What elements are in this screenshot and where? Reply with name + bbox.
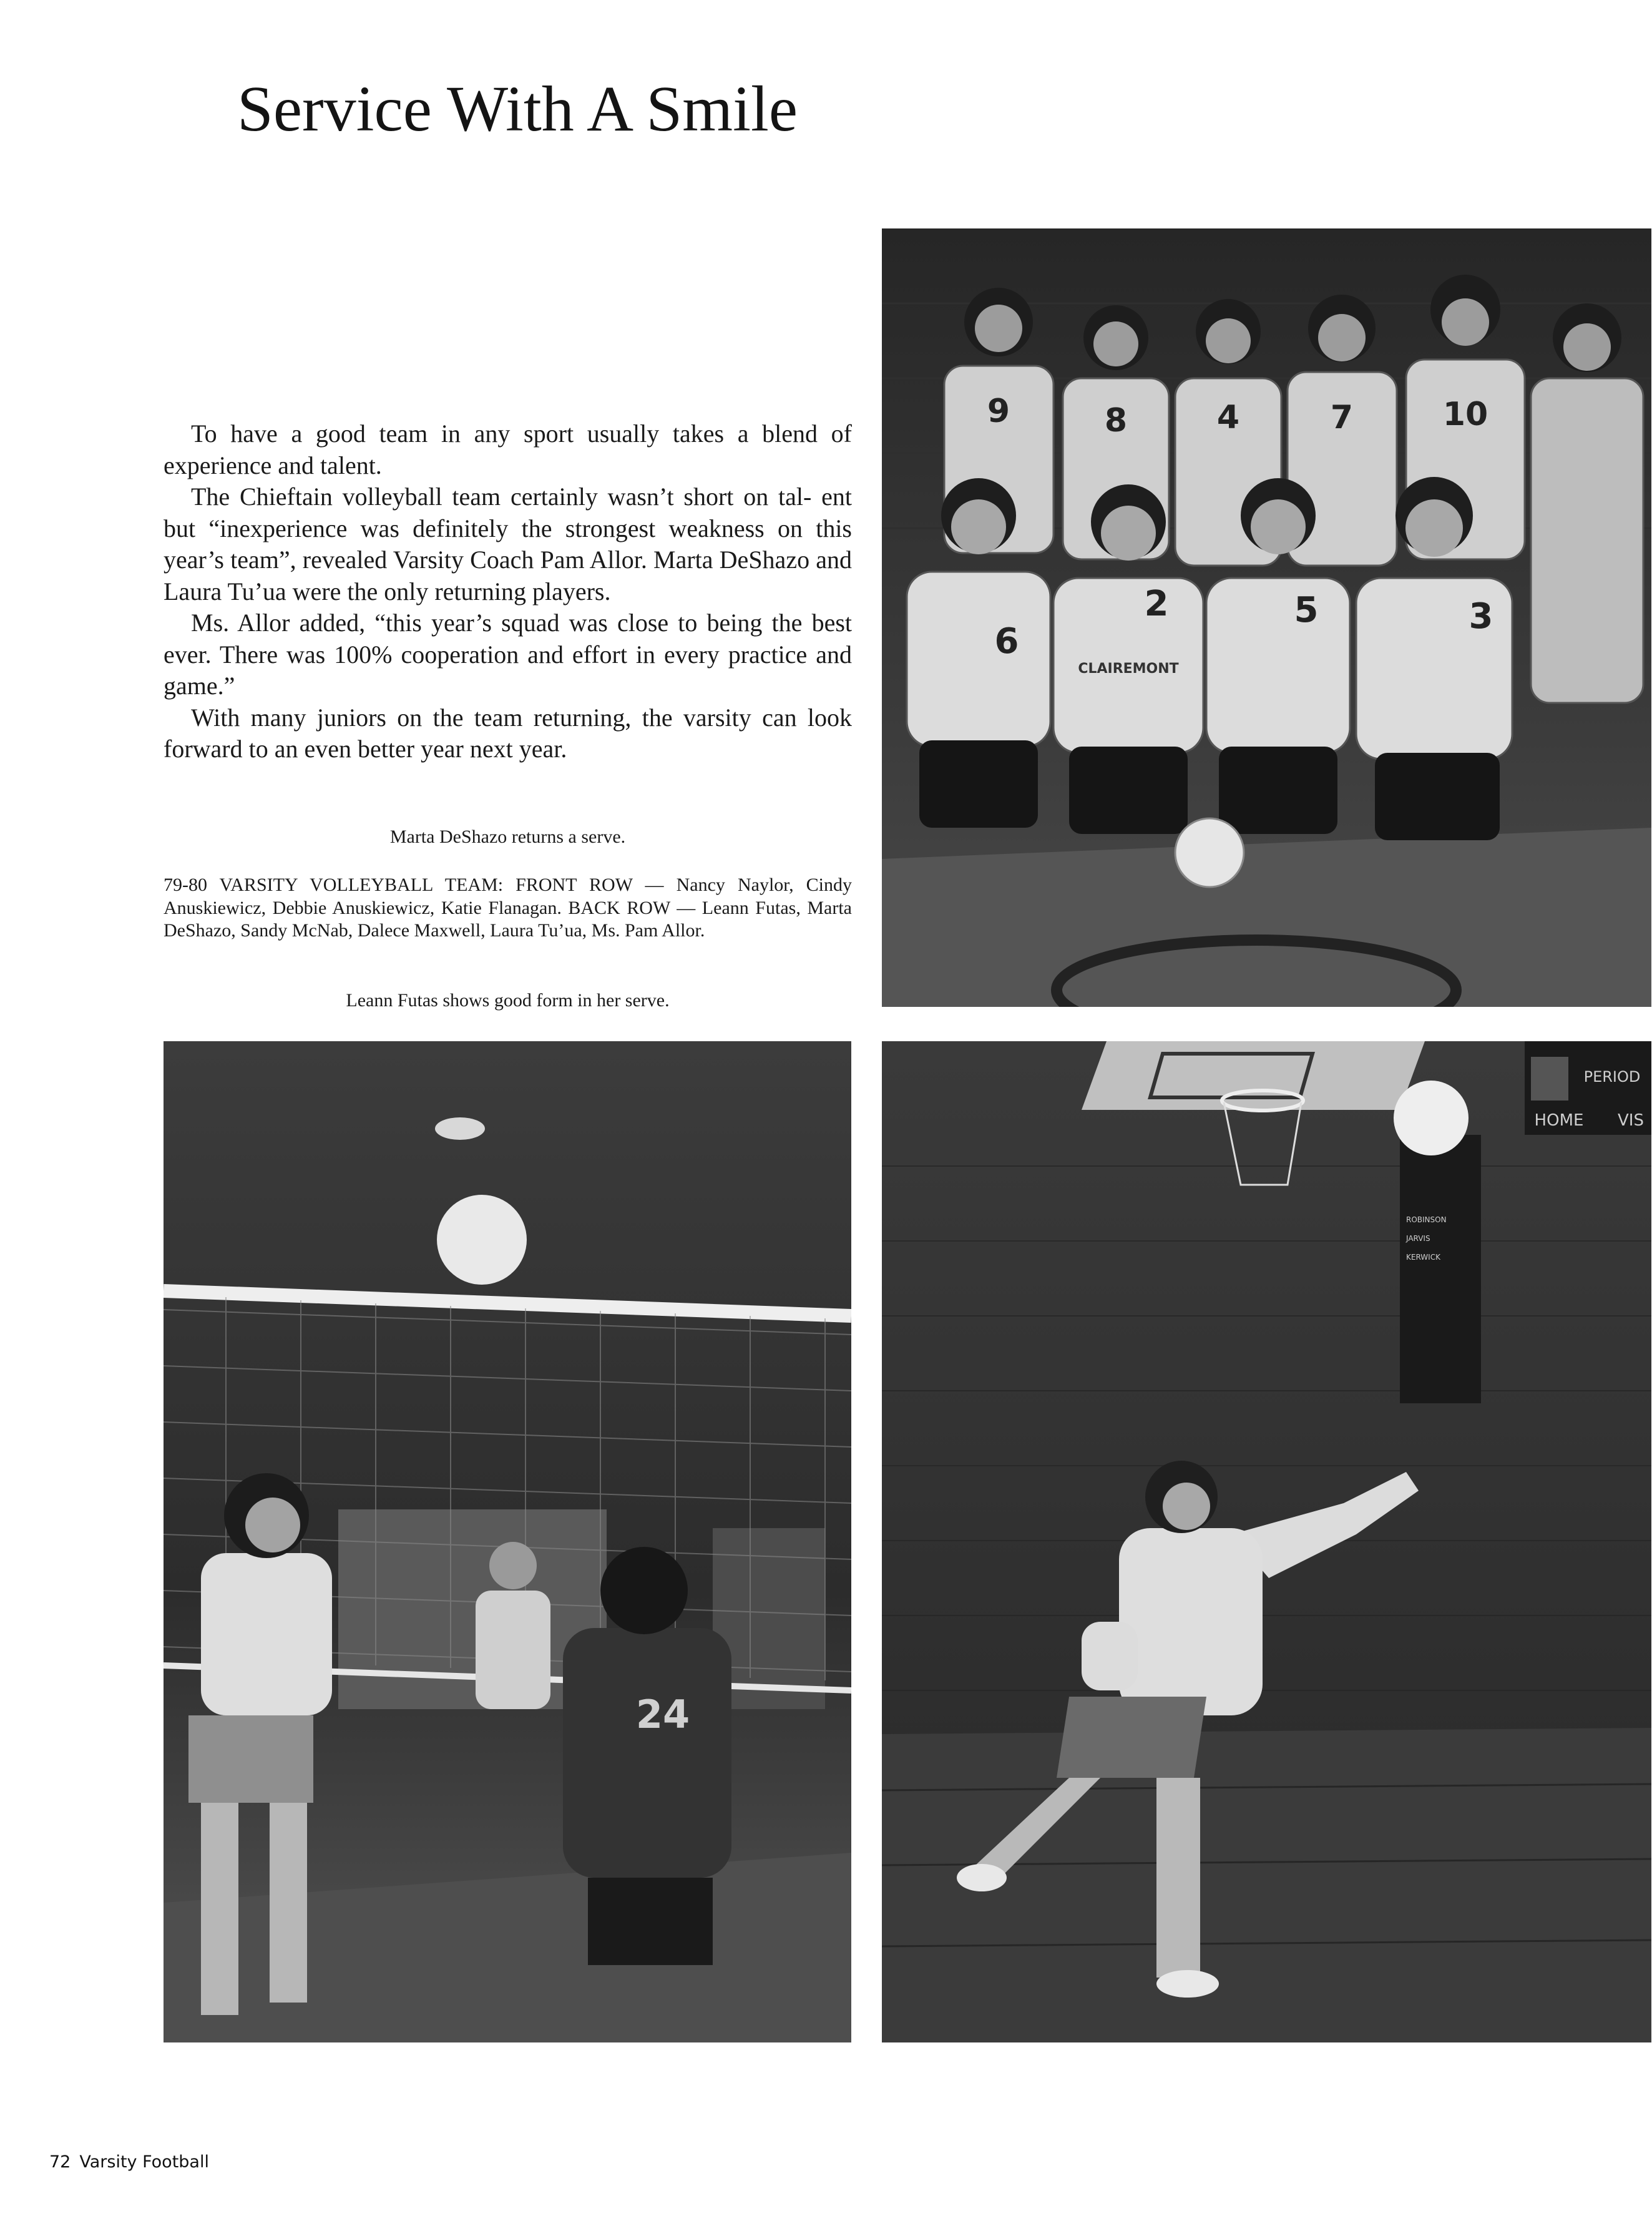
back-row-number: 9: [987, 393, 1010, 430]
back-row-number: 4: [1216, 399, 1240, 436]
front-row-number: 5: [1294, 590, 1319, 630]
front-row-number: 2: [1144, 584, 1169, 624]
back-row-number: 10: [1442, 396, 1488, 433]
article-body: [164, 418, 852, 765]
front-row-number: 3: [1469, 596, 1493, 637]
page-title: Service With A Smile: [237, 73, 798, 145]
team-photo-illustration: [882, 228, 1651, 1007]
roster-name: JARVIS: [1406, 1234, 1430, 1243]
back-row-number: 8: [1104, 402, 1128, 439]
page-footer: [49, 2152, 209, 2172]
body-paragraph: Ms. Allor added, “this year’s squad was close to being the best ever. There was 100% cooperation and effort in every practice and game.”: [164, 609, 852, 700]
caption-serve: Marta DeShazo returns a serve.: [389, 826, 626, 847]
section-name: Varsity Football: [79, 2152, 209, 2172]
body-paragraph: With many juniors on the team returning, the varsity can look forward to an even better year next year.: [164, 703, 852, 763]
body-paragraph: The Chieftain volleyball team certainly wasn’t short on tal- ent but “inexperience was definitely the strongest weakness on this year’s team”, revealed Varsity Coach Pam Allor. Marta DeShazo and Laura Tu’ua were the only returning players.: [164, 483, 852, 606]
roster-name: KERWICK: [1406, 1253, 1440, 1262]
page-number: 72: [49, 2152, 71, 2172]
volleyball: [1175, 818, 1244, 887]
jersey-team-text: CLAIREMONT: [1078, 661, 1179, 677]
serve-photo-illustration: [882, 1041, 1651, 2042]
net-photo-illustration: [164, 1041, 851, 2042]
scoreboard-home: HOME: [1534, 1111, 1584, 1130]
jersey-number: 24: [635, 1692, 690, 1737]
body-paragraph: To have a good team in any sport usually takes a blend of experience and talent.: [164, 419, 852, 479]
roster-name: ROBINSON: [1406, 1215, 1447, 1224]
serve-photo: [882, 1041, 1651, 2042]
back-row-number: 7: [1330, 399, 1354, 436]
volleyball: [437, 1195, 527, 1285]
net-action-photo: [164, 1041, 851, 2042]
volleyball: [1394, 1081, 1469, 1155]
team-photo: [882, 228, 1651, 1007]
scoreboard-visitor: VIS: [1618, 1111, 1644, 1130]
scoreboard-period: PERIOD: [1583, 1068, 1641, 1086]
front-row-number: 6: [994, 621, 1019, 662]
caption-good-form: Leann Futas shows good form in her serve.: [346, 990, 670, 1011]
caption-team-roster: 79-80 VARSITY VOLLEYBALL TEAM: FRONT ROW — Nancy Naylor, Cindy Anuskiewicz, Debbie Anuskiewicz, Katie Flanagan. BACK ROW — Leann Futas, Marta DeShazo, Sandy McNab, Dalece Maxwell, Laura Tu’ua, Ms. Pam Allor.: [164, 875, 852, 941]
